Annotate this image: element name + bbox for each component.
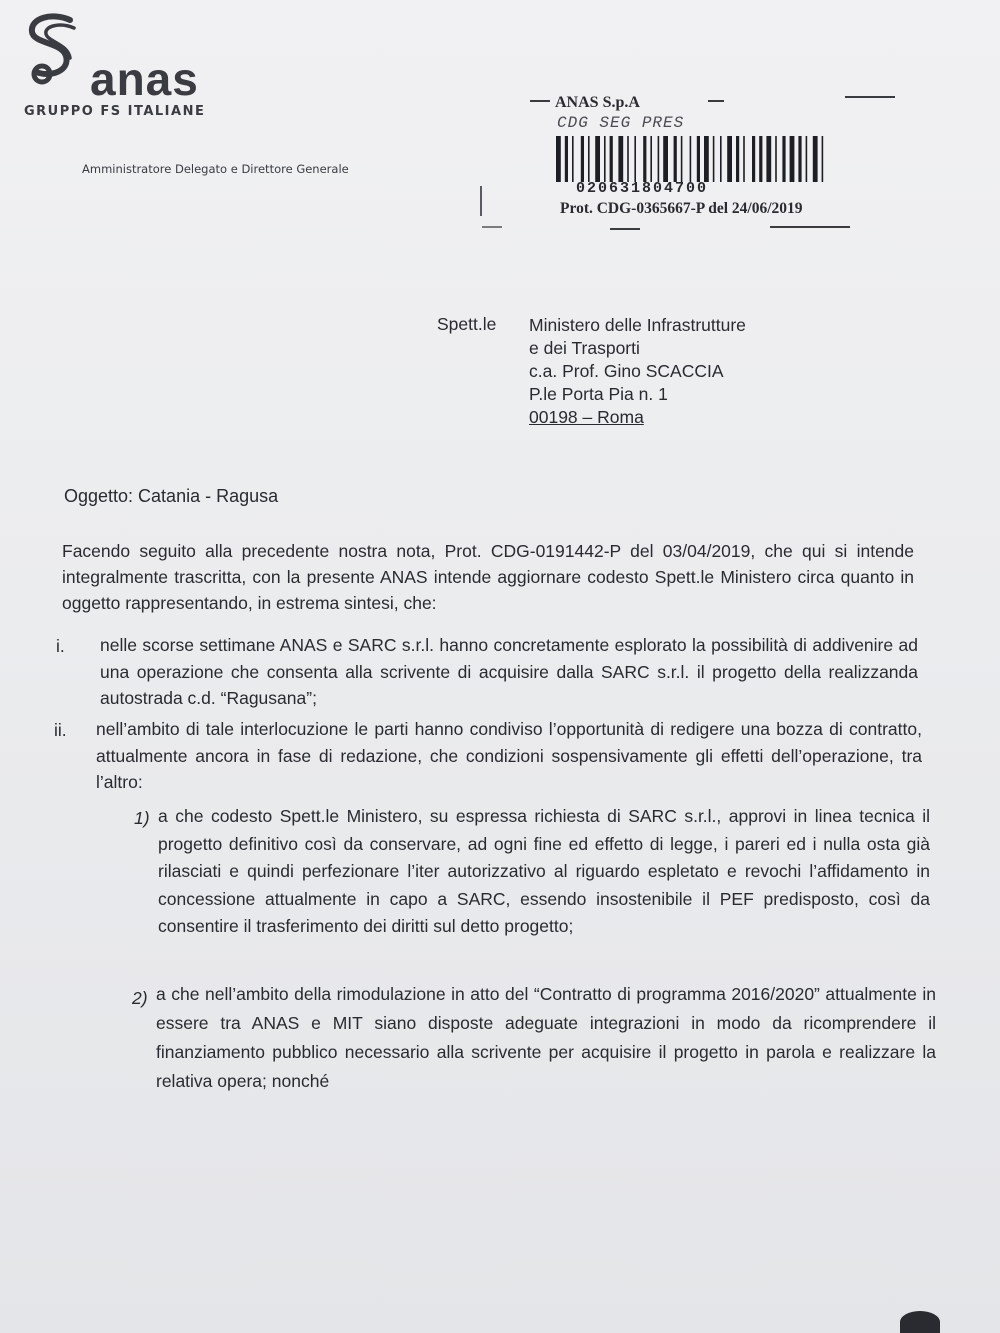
recipient-line: 00198 – Roma — [529, 407, 644, 427]
barcode-bar — [663, 136, 668, 182]
barcode-bar — [650, 136, 652, 182]
subitem-text: a che codesto Spett.le Ministero, su espressa richiesta di SARC s.r.l., approvi in linea tecnica il progetto definitivo così da conservare, ad ogni fine ed effetto di legge, i pareri ed i nulla osta già rilasciati e quindi perfezionare l’iter autorizzativo al riguardo espletato e revochi l’affidamento in concessione attualmente in capo a SARC, essendo insostenibile il PEF predisposto, così da consentire il trasferimento dei diritti sul detto progetto; — [158, 806, 930, 936]
barcode-bar — [790, 136, 795, 182]
stamp-dash — [708, 100, 724, 102]
barcode-bar — [822, 136, 824, 182]
barcode-bar — [759, 136, 762, 182]
item-text: nell’ambito di tale interlocuzione le parti hanno condiviso l’opportunità di redigere una bozza di contratto, attualmente ancora in fase di redazione, che condizioni sospensivamente gli effetti dell’operazione, tra l’altro: — [96, 719, 922, 792]
barcode-bar — [798, 136, 801, 182]
intro-paragraph: Facendo seguito alla precedente nostra nota, Prot. CDG-0191442-P del 03/04/2019, che qui si intende integralmente trascritta, con la presente ANAS intende aggiornare codesto Spett.le Ministero circa quanto in oggetto rappresentando, in estrema sintesi, che: — [62, 541, 914, 613]
item-number: i. — [56, 636, 65, 656]
fold-mark — [482, 226, 502, 228]
recipient-line: e dei Trasporti — [529, 338, 640, 358]
stamp-dash — [530, 100, 550, 102]
barcode-bar — [782, 136, 785, 182]
barcode-bar — [604, 136, 606, 182]
barcode-bar — [727, 136, 732, 182]
fold-mark — [480, 186, 482, 216]
anas-s-mark-icon — [22, 12, 82, 92]
barcode-bar — [704, 136, 709, 182]
barcode-bar — [634, 136, 636, 182]
barcode-bar — [720, 136, 722, 182]
barcode-bar — [766, 136, 771, 182]
protocol-number: Prot. CDG-0365667-P del 24/06/2019 — [560, 200, 803, 217]
stamp-unit: CDG SEG PRES — [557, 114, 685, 132]
stamp-dash — [610, 228, 640, 230]
stamp-organization: ANAS S.p.A — [555, 94, 640, 111]
recipient-address — [529, 314, 746, 429]
barcode-bar — [658, 136, 660, 182]
recipient-line: Ministero delle Infrastrutture — [529, 315, 746, 335]
sender-department: Amministratore Delegato e Direttore Generale — [82, 162, 349, 176]
recipient-label: Spett.le — [437, 314, 497, 334]
barcode — [556, 136, 846, 182]
recipient-line: P.le Porta Pia n. 1 — [529, 384, 668, 404]
barcode-bar — [627, 136, 629, 182]
item-text: nelle scorse settimane ANAS e SARC s.r.l. hanno concretamente esplorato la possibilità di addivenire ad una operazione che consenta alla scrivente di acquisire dalla SARC s.r.l. il progetto della realizzanda autostrada c.d. “Ragusana”; — [100, 635, 918, 708]
barcode-number: 020631804700 — [576, 180, 709, 197]
barcode-bar — [690, 136, 692, 182]
barcode-bar — [681, 136, 683, 182]
barcode-bar — [752, 136, 755, 182]
barcode-bar — [697, 136, 700, 182]
barcode-bar — [595, 136, 600, 182]
barcode-bar — [674, 136, 677, 182]
barcode-bar — [572, 136, 574, 182]
logo-wordmark: anas — [90, 53, 199, 105]
barcode-bar — [643, 136, 646, 182]
barcode-bar — [588, 136, 590, 182]
letter-subject: Oggetto: Catania - Ragusa — [64, 486, 279, 506]
barcode-bar — [813, 136, 818, 182]
stamp-dash — [770, 226, 850, 228]
recipient-line: c.a. Prof. Gino SCACCIA — [529, 361, 724, 381]
protocol-stamp — [530, 88, 930, 238]
barcode-bar — [565, 136, 568, 182]
barcode-bar — [736, 136, 739, 182]
barcode-bar — [581, 136, 584, 182]
subitem-number: 2) — [132, 988, 148, 1008]
stamp-dash — [845, 96, 895, 98]
barcode-bar — [775, 136, 777, 182]
subitem-text: a che nell’ambito della rimodulazione in atto del “Contratto di programma 2016/2020” attualmente in essere tra ANAS e MIT siano disposte adeguate integrazioni in modo da ricomprendere il finanziamento pubblico necessario alla scrivente per acquisire il progetto in parola e realizzare la relativa opera; nonché — [156, 984, 936, 1091]
item-number: ii. — [54, 720, 67, 740]
barcode-bar — [806, 136, 808, 182]
barcode-bar — [713, 136, 715, 182]
group-name: GRUPPO FS ITALIANE — [24, 104, 206, 119]
barcode-bar — [618, 136, 623, 182]
page-corner-shadow — [900, 1311, 940, 1333]
barcode-bar — [743, 136, 745, 182]
subitem-number: 1) — [134, 808, 150, 828]
barcode-bar — [610, 136, 613, 182]
barcode-bar — [556, 136, 561, 182]
